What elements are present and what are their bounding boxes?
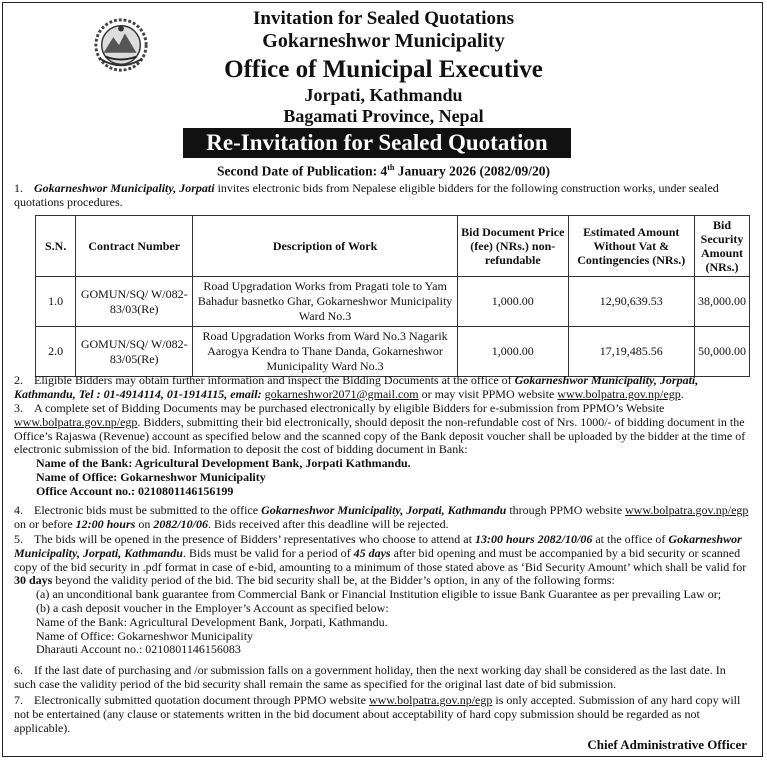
signature: Chief Administrative Officer [587,737,747,752]
th-sn: S.N. [36,216,76,277]
item-4: 4. Electronic bids must be submitted to the office Gokarneshwor Municipality, Jorpati, Kathmandu through PPMO website www.bolpatra.gov.np/egp on or before 12:00 hours on 2082/10/06. Bids received after this deadline will be rejected. [14,503,749,531]
item-5: 5. The bids will be opened in the presence of Bidders’ representatives who choose to attend at 13:00 hours 2082/10/06 at the office of Gokarneshwor Municipality, Jorpati, Kathmandu. Bids must be valid for a period of 45 days after bid opening and must be accompanied by a bid security or scanned copy of the bid security in .pdf format in case of e-bid, amounting to a minimum of those stated above as ‘Bid Security Amount’ which shall be valid for 30 days beyond the validity period of the bid. The bid security shall be, at the Bidder’s option, in any of the following forms: (a) an unconditional bank guarantee from Commercial Bank or Financial Institution eligible to issue Bank Guarantee as per prevailing Law or; (b) a cash deposit voucher in the Employer’s Account as specified below: Name of the Bank: Agricultural Development Bank, Jorpati, Kathmandu. Name of Office: Gokarneshwor Municipality Dharauti Account no.: 0210801146156083 [14,533,750,657]
email-link[interactable]: gokarneshwor2071@gmail.com [264,386,419,401]
cell-sn: 2.0 [36,327,76,377]
bank-name: Name of the Bank: Agricultural Development Bank, Jorpati Kathmandu. [36,456,411,471]
cell-estimate: 17,19,485.56 [568,327,695,377]
notice-banner: Re-Invitation for Sealed Quotation [183,128,571,158]
cell-estimate: 12,90,639.53 [568,277,695,327]
office-name: Name of Office: Gokarneshwor Municipality [36,469,266,484]
cell-fee: 1,000.00 [458,277,568,327]
cell-contract: GOMUN/SQ/ W/082-83/03(Re) [76,277,193,327]
item-7: 7. Electronically submitted quotation document through PPMO website www.bolpatra.gov.np/egp is only accepted. Submission of any hard copy will not be entertained (any clause or statements written in the bid document about acceptability of hard copy submission should be regarded as not applicable). [14,693,741,735]
table-row [36,327,750,377]
header-title: Invitation for Sealed Quotations [253,8,514,29]
header-municipality: Gokarneshwor Municipality [262,30,505,52]
header-location: Jorpati, Kathmandu [304,85,463,105]
table-row [36,277,750,327]
office-account: Office Account no.: 0210801146156199 [36,483,234,498]
th-description: Description of Work [193,216,458,277]
ppmo-link[interactable]: www.bolpatra.gov.np/egp [14,414,138,429]
cell-sn: 1.0 [36,277,76,327]
th-fee: Bid Document Price (fee) (NRs.) non-refundable [458,216,568,277]
works-table [35,215,750,377]
cell-description: Road Upgradation Works from Pragati tole to Yam Bahadur basnetko Ghar, Gokarneshwor Municipality Ward No.3 [193,277,458,327]
item-6: 6. If the last date of purchasing and /or submission falls on a government holiday, then the next working day shall be considered as the last date. In such case the validity period of the bid security shall remain the same as specified for the original last date of bid submission. [14,663,726,691]
th-security: Bid Security Amount (NRs.) [695,216,750,277]
header-office: Office of Municipal Executive [224,56,543,83]
deposit-office-name: Name of Office: Gokarneshwor Municipality [36,628,254,643]
item-1: 1. Gokarneshwor Municipality, Jorpati invites electronic bids from Nepalese eligible bidders for the following construction works, under sealed quotations procedures. [14,181,719,209]
cell-security: 50,000.00 [695,327,750,377]
item-3: 3. A complete set of Bidding Documents may be purchased electronically by eligible Bidders for e-submission from PPMO’s Website www.bolpatra.gov.np/egp. Bidders, submitting their bid electronically, should deposit the non-refundable cost of Nrs. 1000/- of bidding document in the Office’s Rajaswa (Revenue) account as specified below and the scanned copy of the Bank deposit voucher shall be uploaded by the bidder at the time of electronic submission of the bid. Information to deposit the cost of bidding document in Bank: Name of the Bank: Agricultural Development Bank, Jorpati Kathmandu. Name of Office: Gokarneshwor Municipality Office Account no.: 0210801146156199 [14,402,750,499]
ppmo-link[interactable]: www.bolpatra.gov.np/egp [625,503,749,517]
publication-date: Second Date of Publication: 4th January 2026 (2082/09/20) [216,163,550,179]
cell-security: 38,000.00 [695,277,750,327]
cell-fee: 1,000.00 [458,327,568,377]
deposit-account: Dharauti Account no.: 0210801146156083 [36,642,241,657]
option-a: (a) an unconditional bank guarantee from Commercial Bank or Financial Institution eligible to issue Bank Guarantee as per prevailing Law or; [36,587,722,602]
cell-description: Road Upgradation Works from Ward No.3 Nagarik Aarogya Kendra to Thane Danda, Gokarneshwor Municipality Ward No.3 [193,327,458,377]
header-province: Bagamati Province, Nepal [283,106,484,126]
item-2: 2. Eligible Bidders may obtain further information and inspect the Bidding Documents at the office of Gokarneshwor Municipality, Jorpati, Kathmandu, Tel : 01-4914114, 01-1914115, email: gokarneshwor2071@gmail.com or may visit PPMO website www.bolpatra.gov.np/egp. [14,373,699,401]
th-estimate: Estimated Amount Without Vat & Contingencies (NRs.) [568,216,695,277]
deposit-bank-name: Name of the Bank: Agricultural Development Bank, Jorpati, Kathmandu. [36,614,388,629]
cell-contract: GOMUN/SQ/ W/082-83/05(Re) [76,327,193,377]
ppmo-link[interactable]: www.bolpatra.gov.np/egp [557,386,681,401]
th-contract: Contract Number [76,216,193,277]
option-b: (b) a cash deposit voucher in the Employer’s Account as specified below: [36,600,389,615]
ppmo-link[interactable]: www.bolpatra.gov.np/egp [368,693,493,707]
